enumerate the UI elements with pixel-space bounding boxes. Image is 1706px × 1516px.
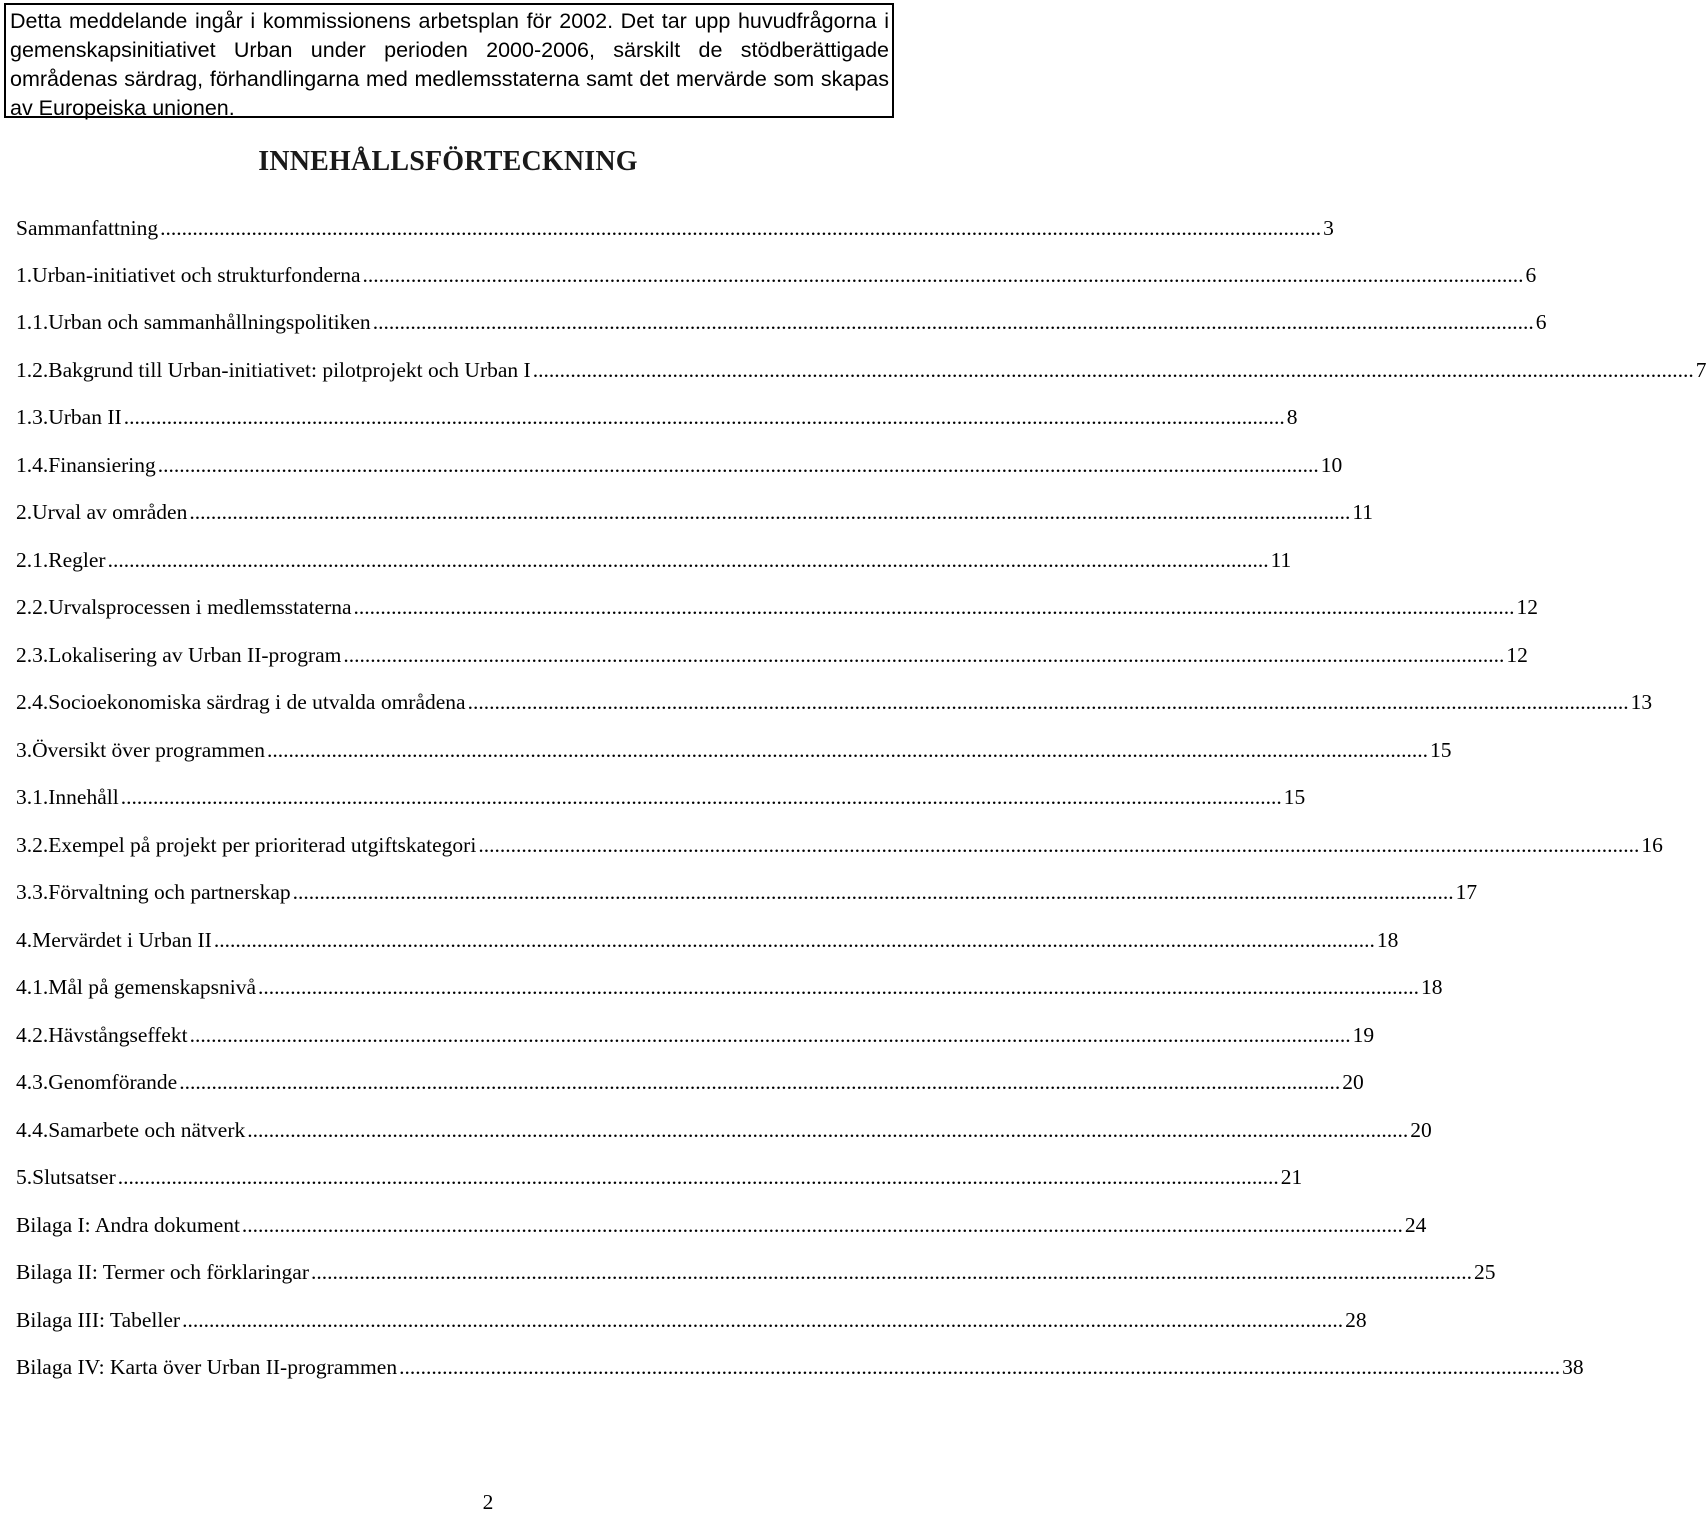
toc-entry-title: Exempel på projekt per prioriterad utgiftskategori — [48, 833, 477, 857]
toc-entry-title: Bilaga III: Tabeller — [16, 1308, 181, 1332]
toc-entry-number: 2.2. — [16, 595, 49, 619]
toc-dot-leader — [373, 306, 1534, 338]
toc-entry-number: 3.2. — [16, 833, 49, 857]
toc-entry-page: 12 — [1516, 595, 1539, 619]
toc-entry-number: 3. — [16, 738, 33, 762]
toc-dot-leader — [468, 686, 1629, 718]
toc-entry-title: Regler — [48, 548, 106, 572]
toc-entry-number: 3.3. — [16, 880, 49, 904]
toc-dot-leader — [121, 781, 1282, 813]
toc-entry[interactable] — [16, 971, 1443, 1003]
toc-entry-page: 11 — [1352, 500, 1374, 524]
toc-entry-title: Urban II — [48, 405, 122, 429]
toc-entry-number: 4.3. — [16, 1070, 49, 1094]
toc-dot-leader — [158, 449, 1319, 481]
toc-dot-leader — [533, 354, 1694, 386]
toc-entry-title: Sammanfattning — [16, 216, 159, 240]
toc-entry-page: 25 — [1474, 1260, 1496, 1284]
toc-entry-title: Samarbete och nätverk — [48, 1118, 246, 1142]
toc-entry-page: 12 — [1506, 643, 1528, 667]
toc-entry-title: Innehåll — [48, 785, 119, 809]
toc-entry-title: Mervärdet i Urban II — [32, 928, 212, 952]
toc-entry-number: 3.1. — [16, 785, 49, 809]
toc-entry-page: 15 — [1283, 785, 1306, 809]
toc-entry-page: 24 — [1404, 1213, 1427, 1237]
toc-entry-page: 38 — [1562, 1355, 1584, 1379]
toc-entry-title: Mål på gemenskapsnivå — [48, 975, 257, 999]
toc-entry[interactable] — [16, 734, 1452, 766]
toc-dot-leader — [311, 1256, 1472, 1288]
toc-entry-number: 5. — [16, 1165, 33, 1189]
toc-entry-page: 20 — [1342, 1070, 1364, 1094]
toc-entry-page: 16 — [1641, 833, 1663, 857]
toc-entry[interactable] — [16, 1066, 1364, 1098]
toc-entry[interactable] — [16, 259, 1537, 291]
toc-entry-title: Urval av områden — [32, 500, 188, 524]
toc-entry-title: Finansiering — [48, 453, 156, 477]
toc-dot-leader — [242, 1209, 1403, 1241]
toc-entry-title: Urban-initiativet och strukturfonderna — [32, 263, 361, 287]
toc-dot-leader — [182, 1304, 1343, 1336]
intro-text: Detta meddelande ingår i kommissionens arbetsplan för 2002. Det tar upp huvudfrågorna i gemenskapsinitiativet Urban under perioden 2000-2006, särskilt de stödberättigade områdenas särdrag, förhandlingarna med medlemsstaterna samt det mervärde som skapas av Europeiska unionen. — [10, 9, 889, 120]
toc-entry-page: 18 — [1421, 975, 1443, 999]
toc-entry[interactable] — [16, 449, 1343, 481]
toc-entry[interactable] — [16, 1209, 1427, 1241]
toc-dot-leader — [160, 212, 1321, 244]
toc-entry[interactable] — [16, 591, 1539, 623]
toc-entry-title: Genomförande — [48, 1070, 178, 1094]
toc-entry-title: Förvaltning och partnerskap — [48, 880, 291, 904]
toc-entry[interactable] — [16, 1161, 1303, 1193]
toc-entry[interactable] — [16, 876, 1478, 908]
toc-entry-page: 6 — [1525, 263, 1537, 287]
toc-entry-page: 15 — [1429, 738, 1452, 762]
toc-dot-leader — [124, 401, 1285, 433]
toc-dot-leader — [267, 734, 1428, 766]
toc-dot-leader — [343, 639, 1504, 671]
toc-entry-number: 2. — [16, 500, 33, 524]
toc-entry[interactable] — [16, 924, 1399, 956]
toc-entry-title: Slutsatser — [32, 1165, 116, 1189]
toc-entry[interactable] — [16, 544, 1292, 576]
toc-entry-title: Bilaga I: Andra dokument — [16, 1213, 240, 1237]
toc-entry[interactable] — [16, 306, 1547, 338]
toc-dot-leader — [189, 496, 1350, 528]
toc-dot-leader — [214, 924, 1375, 956]
toc-entry-title: Hävstångseffekt — [48, 1023, 188, 1047]
toc-entry-title: Urvalsprocessen i medlemsstaterna — [48, 595, 352, 619]
toc-entry-title: Bilaga IV: Karta över Urban II-programmen — [16, 1355, 398, 1379]
toc-dot-leader — [478, 829, 1639, 861]
toc-entry-page: 10 — [1320, 453, 1343, 477]
toc-entry-number: 4.2. — [16, 1023, 49, 1047]
toc-entry[interactable] — [16, 1351, 1584, 1383]
toc-dot-leader — [118, 1161, 1279, 1193]
toc-entry-page: 7 — [1695, 358, 1706, 382]
toc-entry[interactable] — [16, 639, 1528, 671]
toc-entry-title: Urban och sammanhållningspolitiken — [48, 310, 371, 334]
toc-entry-page: 18 — [1376, 928, 1399, 952]
toc-dot-leader — [258, 971, 1419, 1003]
toc-entry-title: Bilaga II: Termer och förklaringar — [16, 1260, 310, 1284]
toc-entry[interactable] — [16, 1304, 1367, 1336]
toc-dot-leader — [354, 591, 1515, 623]
page-number: 2 — [482, 1490, 494, 1514]
toc-entry-page: 6 — [1535, 310, 1547, 334]
toc-entry-page: 13 — [1630, 690, 1653, 714]
toc-entry-number: 2.4. — [16, 690, 49, 714]
toc-entry-page: 17 — [1455, 880, 1478, 904]
toc-entry-title: Lokalisering av Urban II-program — [48, 643, 342, 667]
toc-entry-title: Översikt över programmen — [32, 738, 265, 762]
toc-entry-page: 3 — [1323, 216, 1334, 240]
toc-entry-number: 2.1. — [16, 548, 49, 572]
toc-entry-number: 1.3. — [16, 405, 49, 429]
toc-entry-title: Socioekonomiska särdrag i de utvalda områdena — [48, 690, 466, 714]
toc-entry-number: 4.1. — [16, 975, 49, 999]
toc-dot-leader — [190, 1019, 1351, 1051]
toc-entry-page: 19 — [1352, 1023, 1375, 1047]
toc-entry[interactable] — [16, 1114, 1432, 1146]
toc-entry-number: 2.3. — [16, 643, 49, 667]
toc-entry[interactable] — [16, 781, 1306, 813]
toc-entry-number: 1.1. — [16, 310, 49, 334]
intro-box — [4, 3, 894, 118]
toc-entry-number: 4. — [16, 928, 33, 952]
toc-entry[interactable] — [16, 496, 1374, 528]
toc-dot-leader — [247, 1114, 1408, 1146]
toc-entry-number: 1.2. — [16, 358, 49, 382]
toc-entry-page: 28 — [1345, 1308, 1367, 1332]
toc-entry-title: Bakgrund till Urban-initiativet: pilotprojekt och Urban I — [48, 358, 531, 382]
toc-dot-leader — [179, 1066, 1340, 1098]
toc-entry-number: 1. — [16, 263, 33, 287]
toc-entry[interactable] — [16, 354, 1706, 386]
toc-entry[interactable] — [16, 686, 1653, 718]
toc-entry-page: 8 — [1286, 405, 1298, 429]
toc-entry-page: 20 — [1410, 1118, 1432, 1142]
toc-entry-page: 11 — [1270, 548, 1292, 572]
toc-dot-leader — [293, 876, 1454, 908]
toc-dot-leader — [363, 259, 1524, 291]
toc-entry[interactable] — [16, 829, 1663, 861]
toc-entry[interactable] — [16, 1256, 1496, 1288]
toc-entry[interactable] — [16, 212, 1334, 244]
toc-entry-number: 1.4. — [16, 453, 49, 477]
toc-dot-leader — [108, 544, 1269, 576]
toc-entry[interactable] — [16, 1019, 1375, 1051]
toc-entry-page: 21 — [1280, 1165, 1303, 1189]
toc-entry-number: 4.4. — [16, 1118, 49, 1142]
toc-dot-leader — [399, 1351, 1560, 1383]
toc-entry[interactable] — [16, 401, 1298, 433]
toc-heading: INNEHÅLLSFÖRTECKNING — [258, 146, 638, 177]
